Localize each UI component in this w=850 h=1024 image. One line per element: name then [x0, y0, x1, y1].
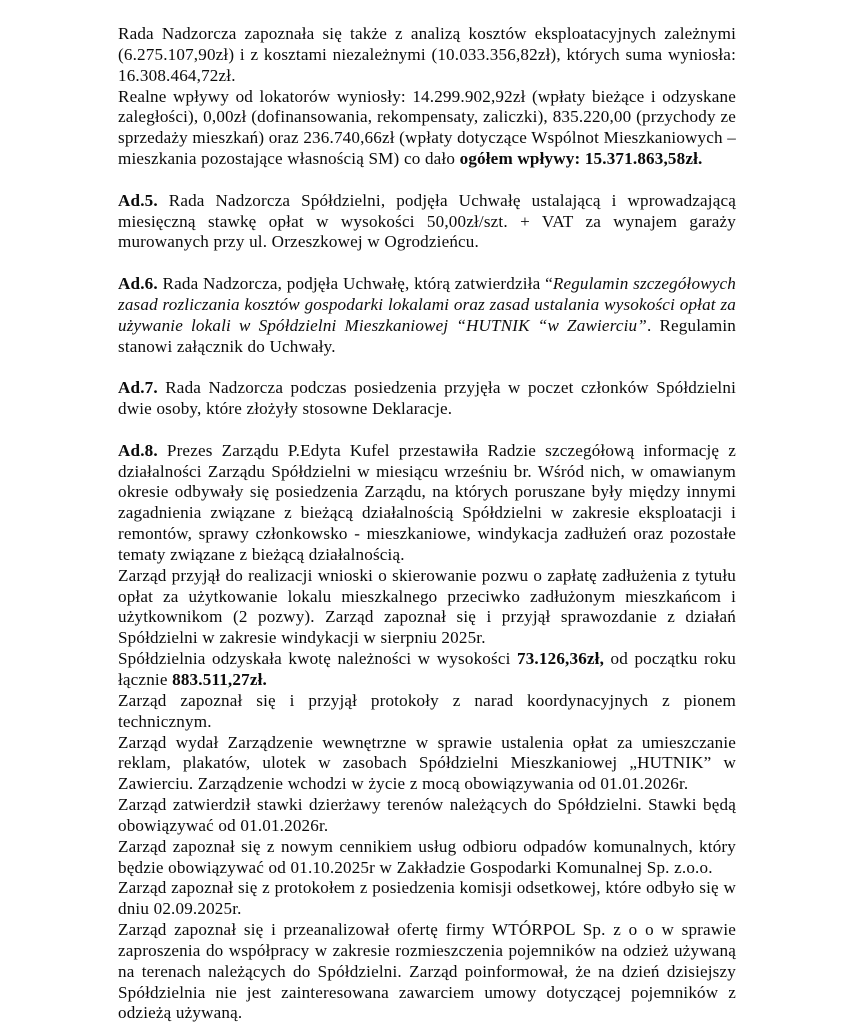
recovered-mid-text: od początku roku łącznie: [118, 649, 737, 689]
paragraph-ad5: [118, 191, 736, 254]
paragraph-operating-costs: [118, 24, 736, 87]
ad7-text: Rada Nadzorcza podczas posiedzenia przyjęła w poczet członków Spółdzielni dwie osoby, które złożyły stosowne Deklaracje.: [118, 378, 736, 419]
paragraph-advertising-fees: Zarząd wydał Zarządzenie wewnętrzne w sprawie ustalenia opłat za umieszczanie reklam, plakatów, ulotek w zasobach Spółdzielni Mieszkaniowej „HUTNIK” w Zawierciu. Zarządzenie wchodzi w życie z mocą obowiązywania od 01.01.2026r.: [118, 732, 736, 794]
costs-mid-text-2: ), których suma wyniosła:: [550, 44, 736, 64]
income-subsidies-amount: 0,00zł: [203, 107, 247, 127]
ad6-lead-text: Rada Nadzorcza, podjęła Uchwałę, którą zatwierdziła “: [157, 274, 553, 294]
income-mid-text-3: (przychody ze sprzedaży mieszkań) oraz: [118, 107, 736, 148]
cost-dependent-amount: 6.275.107,90zł: [123, 44, 229, 64]
ad5-marker: Ad.5.: [118, 190, 158, 210]
ad7-marker: Ad.7.: [118, 378, 158, 398]
paragraph-land-lease-rates: Zarząd zatwierdził stawki dzierżawy terenów należących do Spółdzielni. Stawki będą obowiązywać od 01.01.2026r.: [118, 795, 736, 835]
ad6-tail-text: . Regulamin stanowi załącznik do Uchwały.: [118, 315, 736, 356]
paragraph-waste-pricelist: Zarząd zapoznał się z nowym cennikiem usług odbioru odpadów komunalnych, który będzie obowiązywać od 01.10.2025r w Zakładzie Gospodarki Komunalnej Sp. z.o.o.: [118, 836, 736, 877]
paragraph-ad7: [118, 378, 736, 420]
cost-sum-amount: 16.308.464,72zł: [118, 65, 232, 85]
income-mid-text-1: (wpłaty bieżące i odzyskane zaległości),: [118, 86, 736, 127]
ad6-marker: Ad.6.: [118, 274, 158, 294]
income-communities-amount: 236.740,66zł: [303, 128, 395, 148]
paragraph-ad8: [118, 441, 736, 566]
recovered-year-amount: 883.511,27zł.: [172, 669, 267, 689]
cost-independent-amount: 10.033.356,82zł: [437, 44, 551, 64]
paragraph-tenant-income: [118, 87, 736, 170]
costs-lead-text: Rada Nadzorcza zapoznała się także z analizą kosztów eksploatacyjnych zależnymi (: [118, 24, 736, 64]
income-mid-text-4: (wpłaty dotyczące Wspólnot Mieszkaniowych – mieszkania pozostające własnością SM) co dało: [118, 128, 737, 169]
costs-mid-text-1: ) i z kosztami niezależnymi (: [228, 44, 438, 64]
paragraph-recovered-amounts: [118, 649, 736, 691]
document-text-column: [118, 24, 736, 1024]
ad8-marker: Ad.8.: [118, 440, 158, 460]
costs-tail-text: .: [231, 65, 236, 85]
recovered-lead-text: Spółdzielnia odzyskała kwotę należności w wysokości: [118, 649, 517, 669]
income-lead-text: Realne wpływy od lokatorów wyniosły:: [118, 86, 413, 106]
paragraph-ad6: [118, 274, 736, 357]
ad8-intro-text: Prezes Zarządu P.Edyta Kufel przestawiła Radzie szczegółową informację z działalności Zarządu Spółdzielni w miesiącu wrześniu br. Wśród nich, w omawianym okresie odbywały się posiedzenia Zarządu, na których poruszane były między innymi zagadnienia związane z bieżącą działalnością Spółdzielni w zakresie eksploatacji i remontów, sprawy członkowsko - mieszkaniowe, windykacja zadłużeń oraz pozostałe tematy związane z bieżącą działalnością.: [118, 440, 736, 564]
income-mid-text-2: (dofinansowania, rekompensaty, zaliczki),: [246, 107, 553, 127]
ad5-text: Rada Nadzorcza Spółdzielni, podjęła Uchwałę ustalającą i wprowadzającą miesięczną stawkę opłat w wysokości 50,00zł/szt. + VAT za wynajem garaży murowanych przy ul. Orzeszkowej w Ogrodzieńcu.: [118, 190, 736, 252]
ad6-regulation-title: Regulamin szczegółowych zasad rozliczania kosztów gospodarki lokalami oraz zasad ustalania wysokości opłat za używanie lokali w Spółdzielni Mieszkaniowej “HUTNIK “w Zawierciu”: [118, 274, 736, 335]
paragraph-lawsuits: Zarząd przyjął do realizacji wnioski o skierowanie pozwu o zapłatę zadłużenia z tytułu opłat za użytkowanie lokalu mieszkalnego przeciwko zadłużonym mieszkańcom i użytkownikom (2 pozwy). Zarząd zapoznał się i przyjął sprawozdanie z działań Spółdzielni w zakresie windykacji w sierpniu 2025r.: [118, 565, 736, 648]
income-current-amount: 14.299.902,92zł: [412, 86, 526, 106]
recovered-month-amount: 73.126,36zł,: [517, 649, 605, 669]
income-total-bold: ogółem wpływy: 15.371.863,58zł.: [459, 149, 703, 169]
paragraph-wtorpol-offer: Zarząd zapoznał się i przeanalizował ofertę firmy WTÓRPOL Sp. z o o w sprawie zaproszenia do współpracy w zakresie rozmieszczenia pojemników na odzież używaną na terenach należących do Spółdzielni. Zarząd poinformował, że na dzień dzisiejszy Spółdzielnia nie jest zainteresowana zawarciem umowy dotyczącej pojemników z odzieżą używaną.: [118, 920, 736, 1023]
paragraph-interest-committee: Zarząd zapoznał się z protokołem z posiedzenia komisji odsetkowej, które odbyło się w dniu 02.09.2025r.: [118, 878, 736, 919]
income-sales-amount: 835.220,00: [552, 107, 632, 127]
paragraph-coordination-protocols: Zarząd zapoznał się i przyjął protokoły z narad koordynacyjnych z pionem technicznym.: [118, 690, 736, 731]
